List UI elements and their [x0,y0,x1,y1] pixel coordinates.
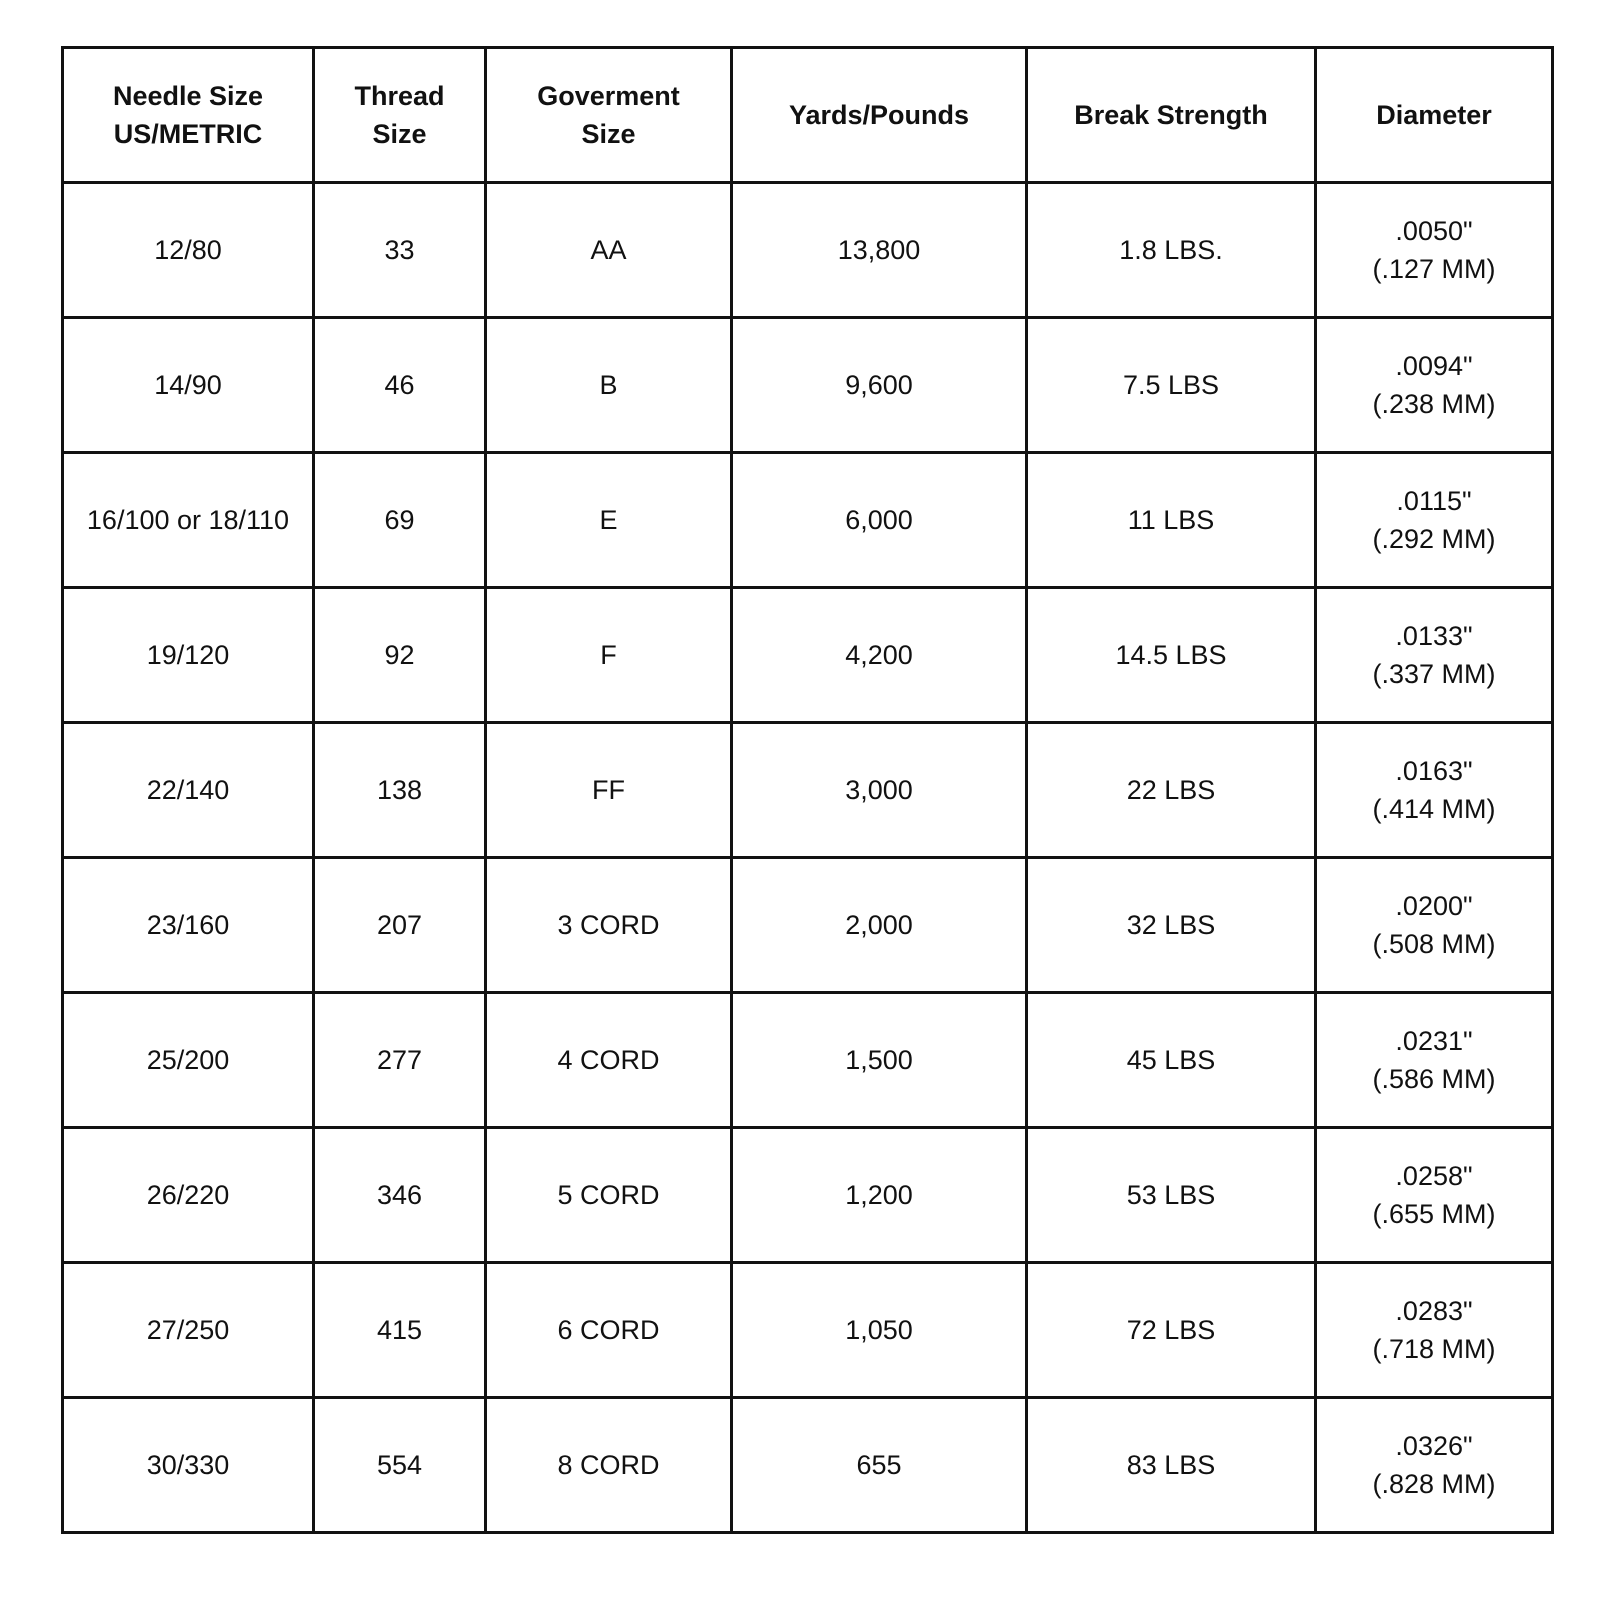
cell-needle-size: 14/90 [63,318,314,453]
cell-needle-size: 16/100 or 18/110 [63,453,314,588]
cell-break-strength: 53 LBS [1027,1128,1316,1263]
cell-break-strength: 14.5 LBS [1027,588,1316,723]
header-break-strength [1027,48,1316,183]
cell-needle-size: 26/220 [63,1128,314,1263]
cell-diameter [1316,318,1553,453]
cell-government-size: F [486,588,732,723]
cell-thread-size: 92 [314,588,486,723]
table-row [63,858,1553,993]
cell-government-size: 8 CORD [486,1398,732,1533]
cell-thread-size: 69 [314,453,486,588]
diameter-inches: .0163" [1395,756,1473,786]
header-line: Size [372,119,427,149]
header-line: Goverment [537,81,680,111]
diameter-inches: .0094" [1395,351,1473,381]
header-thread-size [314,48,486,183]
cell-yards-pounds: 4,200 [732,588,1027,723]
diameter-inches: .0050" [1395,216,1473,246]
header-yards-pounds [732,48,1027,183]
cell-needle-size: 27/250 [63,1263,314,1398]
diameter-millimeters: (.718 MM) [1372,1334,1496,1364]
diameter-millimeters: (.414 MM) [1372,794,1496,824]
thread-size-table [61,46,1554,1534]
cell-yards-pounds: 9,600 [732,318,1027,453]
table-row [63,318,1553,453]
cell-diameter [1316,453,1553,588]
cell-diameter [1316,858,1553,993]
cell-thread-size: 33 [314,183,486,318]
cell-break-strength: 72 LBS [1027,1263,1316,1398]
diameter-millimeters: (.508 MM) [1372,929,1496,959]
diameter-millimeters: (.292 MM) [1372,524,1496,554]
header-row [63,48,1553,183]
header-diameter [1316,48,1553,183]
header-line: Yards/Pounds [788,100,970,130]
cell-yards-pounds: 6,000 [732,453,1027,588]
cell-needle-size: 23/160 [63,858,314,993]
table-row [63,1263,1553,1398]
cell-break-strength: 7.5 LBS [1027,318,1316,453]
diameter-millimeters: (.238 MM) [1372,389,1496,419]
cell-thread-size: 346 [314,1128,486,1263]
cell-diameter [1316,588,1553,723]
cell-diameter [1316,993,1553,1128]
cell-diameter [1316,1263,1553,1398]
cell-thread-size: 415 [314,1263,486,1398]
cell-government-size: FF [486,723,732,858]
cell-needle-size: 19/120 [63,588,314,723]
diameter-inches: .0326" [1395,1431,1473,1461]
diameter-inches: .0231" [1395,1026,1473,1056]
header-line: Size [581,119,636,149]
cell-break-strength: 1.8 LBS. [1027,183,1316,318]
cell-government-size: E [486,453,732,588]
cell-diameter [1316,1398,1553,1533]
cell-break-strength: 45 LBS [1027,993,1316,1128]
cell-yards-pounds: 1,500 [732,993,1027,1128]
cell-thread-size: 46 [314,318,486,453]
cell-government-size: 6 CORD [486,1263,732,1398]
cell-diameter [1316,183,1553,318]
cell-needle-size: 25/200 [63,993,314,1128]
header-line: Needle Size [112,81,264,111]
cell-break-strength: 32 LBS [1027,858,1316,993]
diameter-inches: .0283" [1395,1296,1473,1326]
header-line: Thread [354,81,445,111]
diameter-millimeters: (.655 MM) [1372,1199,1496,1229]
cell-yards-pounds: 3,000 [732,723,1027,858]
diameter-inches: .0133" [1395,621,1473,651]
cell-government-size: 4 CORD [486,993,732,1128]
cell-yards-pounds: 13,800 [732,183,1027,318]
header-line: US/METRIC [113,119,263,149]
cell-needle-size: 12/80 [63,183,314,318]
diameter-millimeters: (.828 MM) [1372,1469,1496,1499]
diameter-inches: .0258" [1395,1161,1473,1191]
table-row [63,453,1553,588]
cell-break-strength: 83 LBS [1027,1398,1316,1533]
diameter-millimeters: (.127 MM) [1372,254,1496,284]
table-body [63,183,1553,1533]
cell-thread-size: 207 [314,858,486,993]
table-row [63,588,1553,723]
cell-thread-size: 138 [314,723,486,858]
table-row [63,1128,1553,1263]
cell-thread-size: 277 [314,993,486,1128]
cell-government-size: 5 CORD [486,1128,732,1263]
header-needle-size [63,48,314,183]
diameter-inches: .0200" [1395,891,1473,921]
table-row [63,723,1553,858]
cell-diameter [1316,1128,1553,1263]
cell-break-strength: 11 LBS [1027,453,1316,588]
table-row [63,183,1553,318]
table-row [63,1398,1553,1533]
table-row [63,993,1553,1128]
diameter-millimeters: (.337 MM) [1372,659,1496,689]
cell-thread-size: 554 [314,1398,486,1533]
diameter-millimeters: (.586 MM) [1372,1064,1496,1094]
header-government-size [486,48,732,183]
cell-government-size: 3 CORD [486,858,732,993]
header-line: Diameter [1376,100,1492,130]
cell-yards-pounds: 2,000 [732,858,1027,993]
cell-yards-pounds: 1,200 [732,1128,1027,1263]
diameter-inches: .0115" [1396,486,1472,516]
cell-government-size: AA [486,183,732,318]
header-line: Break Strength [1074,100,1268,130]
cell-diameter [1316,723,1553,858]
cell-needle-size: 30/330 [63,1398,314,1533]
cell-government-size: B [486,318,732,453]
cell-break-strength: 22 LBS [1027,723,1316,858]
cell-yards-pounds: 655 [732,1398,1027,1533]
cell-yards-pounds: 1,050 [732,1263,1027,1398]
cell-needle-size: 22/140 [63,723,314,858]
